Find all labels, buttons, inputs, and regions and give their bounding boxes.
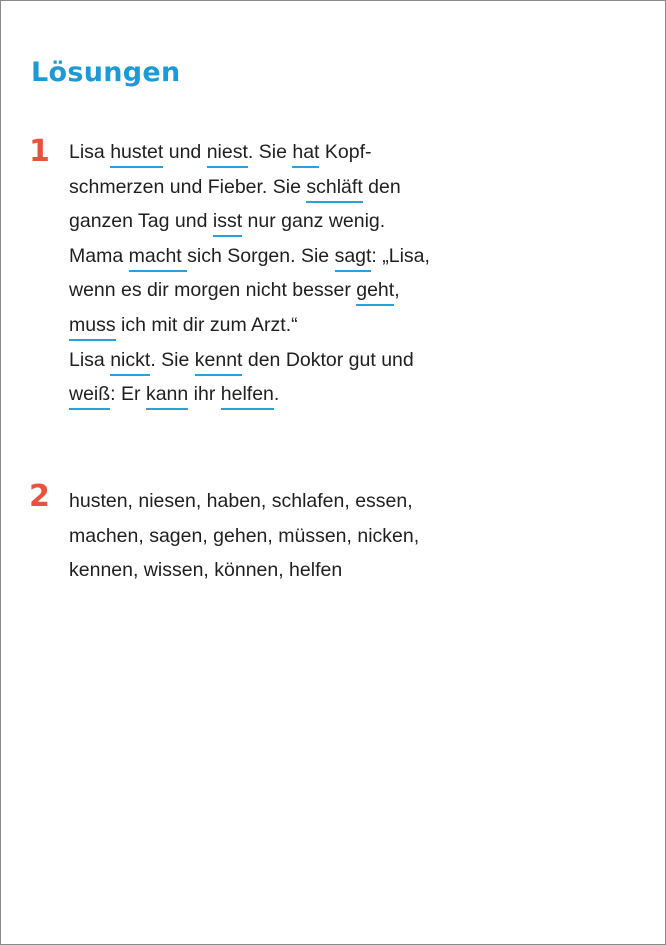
exercise-2-text: [69, 484, 549, 588]
exercise-1-line: [69, 343, 549, 378]
text-segment: Kopf-: [319, 141, 372, 163]
exercise-1-line: [69, 170, 549, 205]
text-segment: schmerzen und Fieber. Sie: [69, 175, 307, 198]
text-segment: Mama: [69, 244, 129, 267]
underlined-verb: macht: [129, 245, 188, 272]
exercise-1-line: [69, 273, 549, 308]
text-segment: wenn es dir morgen nicht besser: [69, 279, 357, 302]
underlined-verb: schläft: [306, 176, 362, 203]
exercise-1-number: 1: [29, 134, 50, 169]
underlined-verb: nickt: [110, 349, 150, 376]
underlined-verb: kennt: [195, 349, 243, 376]
exercise-1-line: [69, 135, 549, 170]
exercise-2-line: husten, niesen, haben, schlafen, essen,: [69, 490, 413, 512]
underlined-verb: helfen: [221, 383, 274, 410]
page-title: Lösungen: [31, 57, 181, 88]
text-segment: ich mit dir zum Arzt.“: [115, 313, 298, 336]
text-segment: Lisa: [69, 348, 111, 371]
text-segment: sich Sorgen. Sie: [187, 244, 335, 267]
text-segment: ,: [394, 279, 400, 302]
underlined-verb: muss: [69, 314, 116, 341]
text-segment: : „Lisa,: [371, 244, 430, 267]
text-segment: den: [362, 175, 401, 198]
exercise-1-line: [69, 308, 549, 343]
underlined-verb: kann: [146, 383, 188, 410]
exercise-1-line: [69, 377, 549, 412]
exercise-2-line: kennen, wissen, können, helfen: [69, 559, 343, 582]
text-segment: den Doktor gut und: [242, 348, 414, 371]
underlined-verb: weiß: [69, 383, 110, 410]
exercise-2-number: 2: [29, 479, 50, 514]
underlined-verb: hustet: [110, 141, 163, 168]
text-segment: nur ganz wenig.: [242, 210, 386, 233]
exercise-2-line: machen, sagen, gehen, müssen, nicken,: [69, 524, 420, 547]
exercise-1-line: [69, 204, 549, 239]
exercise-1-text: [69, 135, 549, 412]
text-segment: .: [273, 383, 280, 406]
text-segment: : Er: [110, 383, 146, 406]
underlined-verb: isst: [213, 210, 242, 237]
text-segment: . Sie: [150, 348, 195, 371]
text-segment: Lisa: [69, 141, 111, 163]
text-segment: ihr: [188, 383, 221, 406]
text-segment: und: [163, 141, 207, 163]
underlined-verb: geht: [356, 279, 394, 306]
underlined-verb: sagt: [335, 245, 372, 272]
text-segment: ganzen Tag und: [69, 210, 213, 233]
exercise-1-line: [69, 239, 549, 274]
text-segment: . Sie: [247, 141, 293, 163]
underlined-verb: niest: [207, 141, 248, 168]
underlined-verb: hat: [292, 141, 319, 168]
